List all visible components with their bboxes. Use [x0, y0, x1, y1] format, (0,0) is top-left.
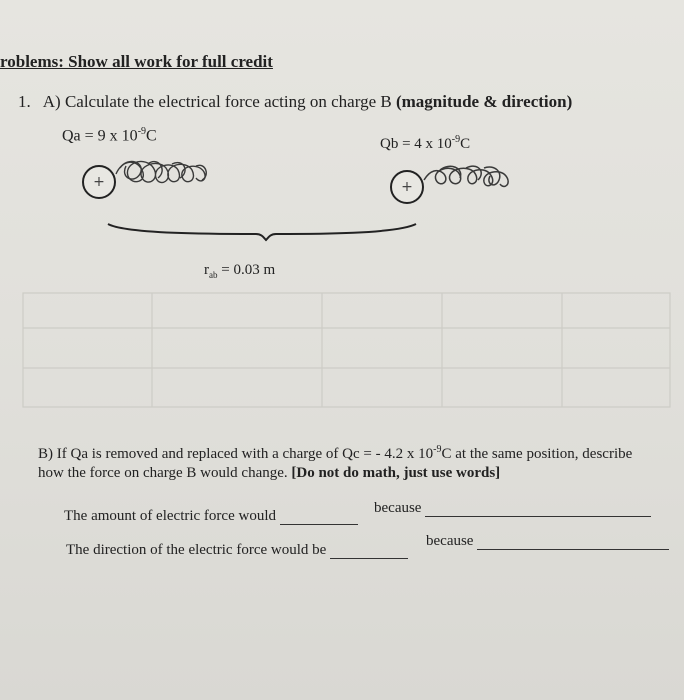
distance-symbol: r — [204, 262, 209, 278]
charge-a-unit: C — [146, 127, 157, 145]
charge-b-label — [380, 134, 470, 153]
part-b-exponent: -9 — [433, 444, 442, 455]
direction-row — [66, 542, 408, 559]
part-b-text-1: B) If Qa is removed and replaced with a charge of Qc = - 4.2 x 10 — [38, 446, 434, 462]
charge-b-exponent: -9 — [451, 134, 461, 145]
question-1-emphasis: (magnitude & direction) — [395, 92, 573, 111]
question-1-prompt — [18, 92, 572, 112]
amount-row — [64, 508, 358, 525]
faint-bleedthrough-table — [22, 292, 672, 408]
direction-because — [426, 533, 669, 550]
amount-because — [374, 500, 651, 517]
amount-because-label: because — [374, 500, 422, 516]
charge-a-sign: + — [93, 174, 105, 190]
distance-value: = 0.03 m — [221, 262, 276, 278]
charge-a-circle — [82, 165, 116, 199]
question-number: 1. — [18, 92, 31, 111]
distance-label — [204, 262, 275, 280]
distance-brace — [106, 220, 418, 242]
distance-subscript: ab — [209, 270, 218, 280]
part-b-text-2: how the force on charge B would change. — [38, 465, 292, 481]
part-b-line-2 — [38, 464, 632, 483]
scribble-a — [112, 152, 216, 192]
charge-a-label — [62, 126, 157, 145]
question-1-text: A) Calculate the electrical force acting on charge B — [42, 92, 396, 111]
amount-reason-blank[interactable] — [425, 504, 651, 517]
section-heading: roblems: Show all work for full credit — [0, 52, 273, 71]
part-b-prompt — [38, 440, 632, 483]
charge-a-value: Qa = 9 x 10 — [62, 127, 138, 145]
direction-prompt: The direction of the electric force would be — [66, 542, 327, 558]
direction-reason-blank[interactable] — [477, 537, 669, 550]
direction-answer-blank[interactable] — [330, 546, 408, 559]
amount-prompt: The amount of electric force would — [64, 508, 276, 524]
amount-answer-blank[interactable] — [280, 512, 358, 525]
part-b-text-1-suffix: C at the same position, describe — [441, 446, 633, 462]
part-b-line-1 — [38, 440, 632, 464]
charge-b-sign: + — [401, 179, 413, 195]
direction-because-label: because — [426, 533, 474, 549]
part-b-instruction: [Do not do math, just use words] — [291, 465, 501, 481]
scribble-b — [420, 158, 516, 194]
charge-b-circle — [390, 170, 424, 204]
charge-a-exponent: -9 — [137, 126, 147, 137]
charge-b-unit: C — [460, 136, 471, 152]
charge-b-value: Qb = 4 x 10 — [380, 136, 452, 152]
